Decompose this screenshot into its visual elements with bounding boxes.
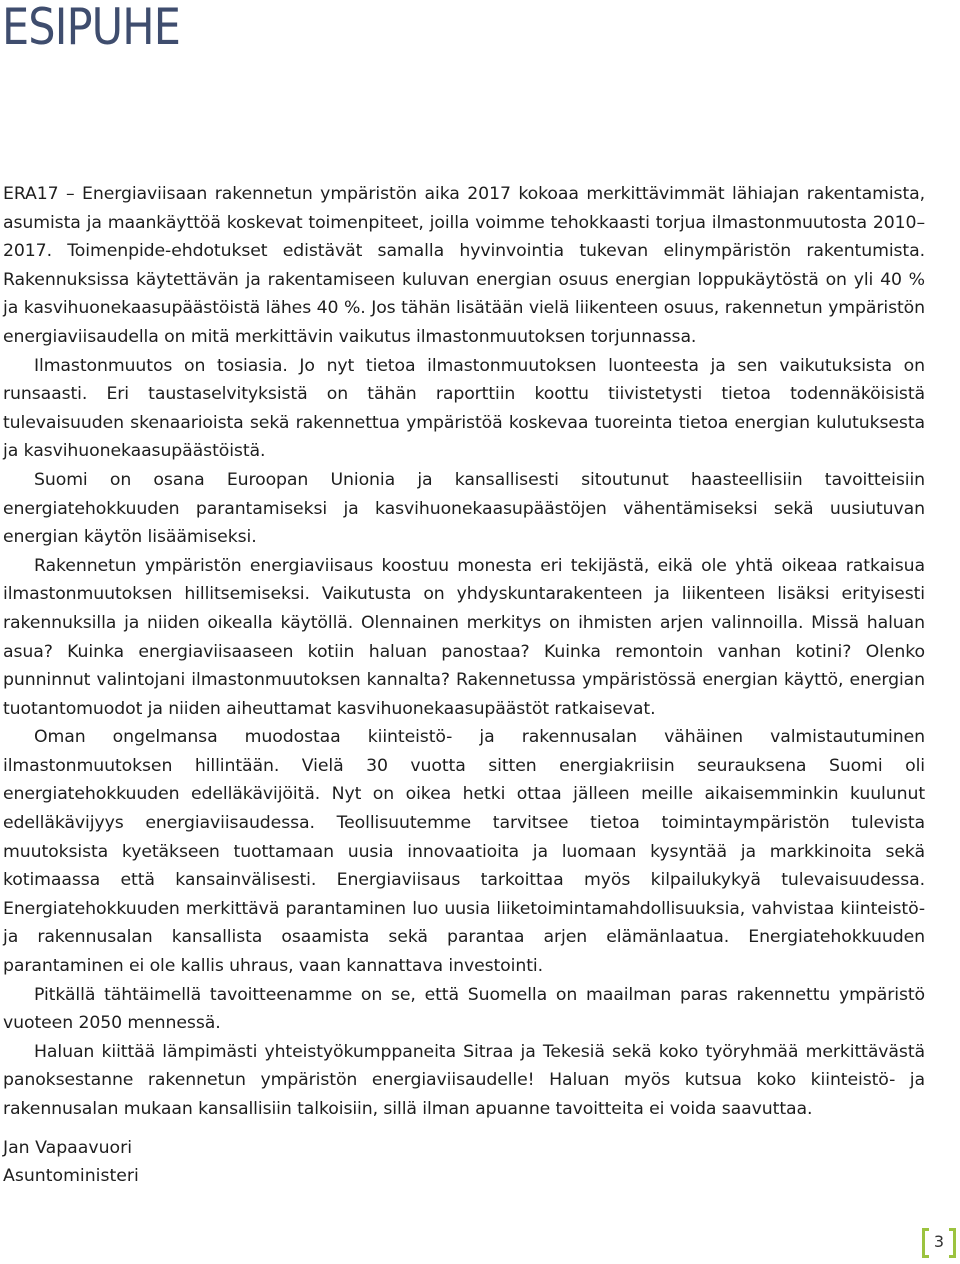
paragraph: ERA17 – Energiaviisaan rakennetun ympäristön aika 2017 kokoaa merkittävimmät lähiajan rakentamista, asumista ja maankäyttöä koskevat toimenpiteet, joilla voimme tehokkaasti torjua ilmastonmuutosta 2010–2017. Toimenpide-ehdotukset edistävät samalla hyvinvointia tukevan elinympäristön rakentumista. Rakennuksissa käytettävän ja rakentamiseen kuluvan energian osuus energian loppukäytöstä on yli 40 % ja kasvihuonekaasupäästöistä lähes 40 %. Jos tähän lisätään vielä liikenteen osuus, rakennetun ympäristön energiaviisaudella on mitä merkittävin vaikutus ilmastonmuutoksen torjunnassa. bbox=[3, 184, 925, 347]
page-number bbox=[922, 1228, 956, 1260]
preface-body bbox=[3, 180, 925, 1124]
signature-name: Jan Vapaavuori bbox=[3, 1138, 133, 1158]
signature-role: Asuntoministeri bbox=[3, 1166, 139, 1186]
paragraph: Oman ongelmansa muodostaa kiinteistö- ja rakennusalan vähäinen valmistautuminen ilmastonmuutoksen hillintään. Vielä 30 vuotta sitten energiakriisin seurauksena Suomi oli energiatehokkuuden edelläkävijöitä. Nyt on oikea hetki ottaa jälleen meille aikaisemminkin kuulunut edelläkävijyys energiaviisaudessa. Teollisuutemme tarvitsee tietoa toimintaympäristön tulevista muutoksista kyetäkseen tuottamaan uusia innovaatioita ja luomaan kysyntää ja markkinoita sekä kotimaassa että kansainvälisesti. Energiaviisaus tarkoittaa myös kilpailukykyä tulevaisuudessa. Energiatehokkuuden merkittävä parantaminen luo uusia liiketoimintamahdollisuuksia, vahvistaa kiinteistö- ja rakennusalan kansallista osaamista sekä parantaa arjen elämänlaatua. Energiatehokkuuden parantaminen ei ole kallis uhraus, vaan kannattava investointi. bbox=[3, 727, 925, 977]
paragraph: Suomi on osana Euroopan Unionia ja kansallisesti sitoutunut haasteellisiin tavoitteisiin energiatehokkuuden parantamiseksi ja kasvihuonekaasupäästöjen vähentämiseksi sekä uusiutuvan energian käytön lisäämiseksi. bbox=[3, 469, 925, 548]
paragraph: Rakennetun ympäristön energiaviisaus koostuu monesta eri tekijästä, eikä ole yhtä oikeaa ratkaisua ilmastonmuutoksen hillitsemiseksi. Vaikutusta on yhdyskuntarakenteen ja liikenteen lisäksi erityisesti rakennuksilla ja niiden oikealla käytöllä. Olennainen merkitys on ihmisten arjen valinnoilla. Missä haluan asua? Kuinka energiaviisaaseen kotiin haluan panostaa? Kuinka remontoin vanhan kotini? Olenko punninnut valintojani ilmastonmuutoksen kannalta? Rakennetussa ympäristössä energian käyttö, energian tuotantomuodot ja niiden aiheuttamat kasvihuonekaasupäästöt ratkaisevat. bbox=[3, 555, 925, 719]
paragraph: Pitkällä tähtäimellä tavoitteenamme on se, että Suomella on maailman paras rakennettu ympäristö vuoteen 2050 mennessä. bbox=[3, 984, 925, 1034]
page-title: ESIPUHE bbox=[2, 0, 181, 56]
paragraph: Haluan kiittää lämpimästi yhteistyökumppaneita Sitraa ja Tekesiä sekä koko työryhmää merkittävästä panoksestanne rakennetun ympäristön energiaviisaudelle! Haluan myös kutsua koko kiinteistö- ja rakennusalan mukaan kansallisiin talkoisiin, sillä ilman apuanne tavoitteita ei voida saavuttaa. bbox=[3, 1041, 925, 1119]
page-number-value: 3 bbox=[933, 1232, 945, 1251]
paragraph: Ilmastonmuutos on tosiasia. Jo nyt tietoa ilmastonmuutoksen luonteesta ja sen vaikutuksista on runsaasti. Eri taustaselvityksistä on tähän raporttiin koottu tiivistetysti tietoa todennäköisistä tulevaisuuden skenaarioista sekä rakennettua ympäristöä koskevaa tuoreinta tietoa energian kulutuksesta ja kasvihuonekaasupäästöistä. bbox=[3, 355, 925, 462]
signature bbox=[3, 1134, 139, 1190]
right-bracket-icon bbox=[949, 1228, 956, 1258]
